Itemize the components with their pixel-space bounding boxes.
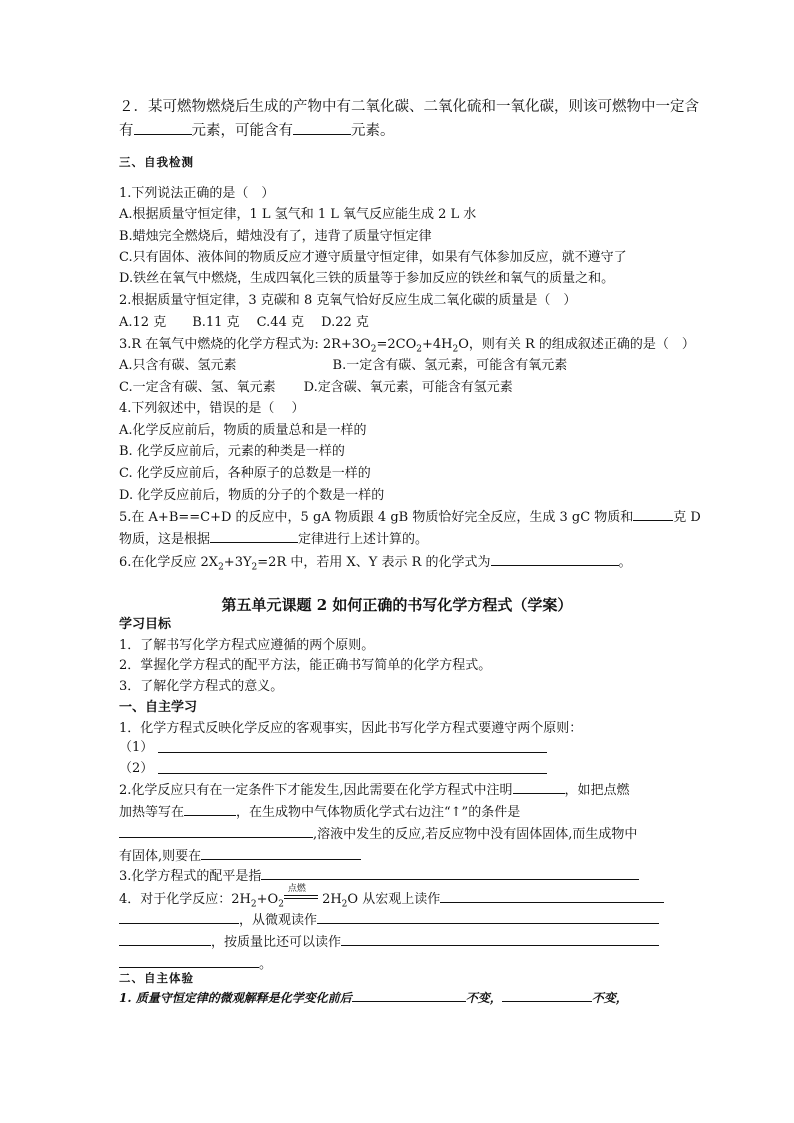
blank[interactable] xyxy=(513,781,565,794)
check-q3-options-cd: C.一定含有碳、氢、氧元素 D.定含碳、氧元素，可能含有氢元素 xyxy=(119,380,513,395)
check-q5-line1: 5.在 A+B==C+D 的反应中，5 gA 物质跟 4 gB 物质恰好完全反应，生成 3 gC 物质和 克 D xyxy=(119,510,701,525)
blank[interactable] xyxy=(119,825,313,838)
study-q4-line2: ，从微观读作 xyxy=(119,911,659,930)
study-q4-line1: 4．对于化学反应：$2H_2+O_2$ 点燃 $2H_2O$ 从宏观上读作 xyxy=(119,889,664,909)
check-q6: 6.在化学反应 $2X_2+3Y_2=2R$ 中，若用 X、Y 表示 R 的化学式为 。 xyxy=(119,555,632,573)
blank[interactable] xyxy=(119,933,211,946)
part1-heading: 一、自主学习 xyxy=(119,700,198,715)
check-q2-options: A.12 克 B.11 克 C.44 克 D.22 克 xyxy=(119,315,369,330)
blank[interactable] xyxy=(201,847,361,860)
check-q4-option-c: C. 化学反应前后，各种原子的总数是一样的 xyxy=(119,466,371,481)
goal-2: 2．掌握化学方程式的配平方法，能正确书写简单的化学方程式。 xyxy=(119,658,492,673)
blank[interactable] xyxy=(491,553,619,566)
q2-line2: 有 元素，可能含有 元素。 xyxy=(119,123,395,139)
study-q4-line3: ，按质量比还可以读作 xyxy=(119,933,659,952)
blank[interactable] xyxy=(502,989,592,1002)
study-q2-line3: ,溶液中发生的反应,若反应物中没有固体固体,而生成物中 xyxy=(119,825,637,844)
check-q1-option-b: B.蜡烛完全燃烧后，蜡烛没有了，违背了质量守恒定律 xyxy=(119,229,432,244)
check-q4-option-d: D. 化学反应前后，物质的分子的个数是一样的 xyxy=(119,488,385,503)
blank[interactable] xyxy=(352,989,466,1002)
study-q3: 3.化学方程式的配平是指 xyxy=(119,867,639,886)
blank[interactable] xyxy=(184,803,236,816)
blank[interactable] xyxy=(119,911,239,924)
part2-heading: 二、自主体验 xyxy=(119,971,194,985)
check-q1-option-c: C.只有固体、液体间的物质反应才遵守质量守恒定律，如果有气体参加反应，就不遵守了 xyxy=(119,250,627,265)
page-title: 第五单元课题 2 如何正确的书写化学方程式（学案） xyxy=(221,596,573,614)
study-q1-principle-2: （2） xyxy=(119,761,154,776)
q2-line1: ２．某可燃物燃烧后生成的产物中有二氧化碳、二氧化硫和一氧化碳，则该可燃物中一定含 xyxy=(119,99,699,115)
answer-line[interactable] xyxy=(158,773,547,774)
answer-line[interactable] xyxy=(158,752,547,753)
blank[interactable] xyxy=(119,955,259,968)
experience-q1: 1. 质量守恒定律的微观解释是化学变化前后 不变， 不变， xyxy=(119,991,628,1005)
goals-heading: 学习目标 xyxy=(119,617,172,632)
section-heading-self-check: 三、自我检测 xyxy=(119,155,194,169)
goal-1: 1．了解书写化学方程式应遵循的两个原则。 xyxy=(119,638,375,653)
study-q1: 1．化学方程式反映化学反应的客观事实，因此书写化学方程式要遵守两个原则： xyxy=(119,721,583,736)
check-q1: 1.下列说法正确的是（ ） xyxy=(119,186,275,201)
check-q2: 2.根据质量守恒定律，3 克碳和 8 克氧气恰好反应生成二氧化碳的质量是（ ） xyxy=(119,293,577,308)
study-q1-principle-1: （1） xyxy=(119,740,154,755)
study-q4-line4: 。 xyxy=(119,955,272,974)
blank[interactable] xyxy=(633,508,673,521)
check-q3: 3.R 在氧气中燃烧的化学方程式为: $2R+3O_2=2CO_2+4H_2O$，则有关 R 的组成叙述正确的是（ ） xyxy=(119,337,695,355)
blank[interactable] xyxy=(293,122,351,135)
check-q4: 4.下列叙述中，错误的是（ ） xyxy=(119,401,305,416)
study-q2-line4: 有固体,则要在 xyxy=(119,847,361,866)
blank[interactable] xyxy=(317,911,659,924)
study-q2-line1: 2.化学反应只有在一定条件下才能发生,因此需要在化学方程式中注明 ，如把点燃 xyxy=(119,783,630,798)
goal-3: 3．了解化学方程式的意义。 xyxy=(119,679,284,694)
blank[interactable] xyxy=(341,933,659,946)
check-q4-option-a: A.化学反应前后，物质的质量总和是一样的 xyxy=(119,423,367,438)
check-q1-option-d: D.铁丝在氧气中燃烧，生成四氧化三铁的质量等于参加反应的铁丝和氧气的质量之和。 xyxy=(119,271,615,286)
study-q2-line2: 加热等写在 ，在生成物中气体物质化学式右边注“↑”的条件是 xyxy=(119,805,521,820)
blank[interactable] xyxy=(261,867,639,880)
reaction-arrow: 点燃 xyxy=(284,889,318,903)
blank[interactable] xyxy=(134,122,192,135)
check-q1-option-a: A.根据质量守恒定律，1 L 氢气和 1 L 氧气反应能生成 2 L 水 xyxy=(119,207,477,222)
check-q4-option-b: B. 化学反应前后，元素的种类是一样的 xyxy=(119,444,345,459)
check-q3-options-ab: A.只含有碳、氢元素 B.一定含有碳、氢元素，可能含有氧元素 xyxy=(119,358,568,373)
blank[interactable] xyxy=(210,530,298,543)
check-q5-line2: 物质，这是根据 定律进行上述计算的。 xyxy=(119,532,429,547)
blank[interactable] xyxy=(440,890,664,903)
